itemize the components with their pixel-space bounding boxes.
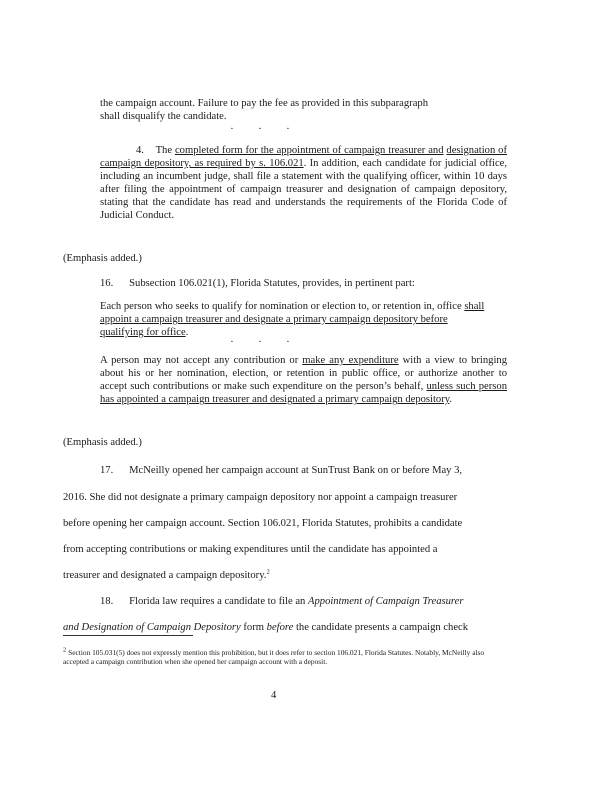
quote-line: the campaign account. Failure to pay the fee as provided in this subparagraph xyxy=(100,98,429,109)
para-18-line: and Designation of Campaign Depository form before the candidate presents a campaign check xyxy=(63,622,469,633)
emphasis-note: (Emphasis added.) xyxy=(63,253,142,264)
para-17-line: from accepting contributions or making expenditures until the candidate has appointed a xyxy=(63,544,438,555)
quote-106-021-b: A person may not accept any contribution or make any expenditure with a view to bringing about his or her nomination, election, or retention in public office, or authorize another to accept such contributions or make such expenditure on the person’s behalf, unless such person has appointed a campaign treasurer and designated a primary campaign depository. xyxy=(100,355,508,406)
page-number: 4 xyxy=(271,690,277,701)
quote-line: shall disqualify the candidate. xyxy=(100,111,227,122)
footnote-rule xyxy=(63,635,193,636)
para-17-line: 2016. She did not designate a primary campaign depository nor appoint a campaign treasurer xyxy=(63,492,458,503)
quote-106-021-a: Each person who seeks to qualify for nomination or election to, or retention in, office shall appoint a campaign treasurer and designate a primary campaign depository before qualifying for office. xyxy=(100,301,485,339)
quote-item-4: 4. The completed form for the appointment of campaign treasurer and designation of campaign depository, as required by s. 106.021. In addition, each candidate for judicial office, including an incumbent judge, shall file a statement with the qualifying officer, within 10 days after filing the appointment of campaign treasurer and designation of campaign depository, stating that the candidate has read and understands the requirements of the Florida Code of Judicial Conduct. xyxy=(100,145,507,222)
ellipsis: . . . xyxy=(230,334,290,345)
para-17-line: before opening her campaign account. Section 106.021, Florida Statutes, prohibits a candidate xyxy=(63,518,463,529)
ellipsis: . . . xyxy=(230,121,290,132)
footnote: $^2$ Section 105.031(5) does not expressly mention this prohibition, but it does refer to section 106.021, Florida Statutes. Notably, McNeilly also accepted a campaign contribution when she opened her campaign account with a deposit. xyxy=(63,646,485,667)
para-17-line: 17. McNeilly opened her campaign account at SunTrust Bank on or before May 3, xyxy=(100,465,463,476)
para-18-line: 18. Florida law requires a candidate to file an Appointment of Campaign Treasurer xyxy=(100,596,464,607)
footnote-ref[interactable]: 2 xyxy=(266,568,270,576)
emphasis-note: (Emphasis added.) xyxy=(63,437,142,448)
para-17-line: treasurer and designated a campaign depository.$^2$ xyxy=(63,568,270,581)
para-16: 16. Subsection 106.021(1), Florida Statutes, provides, in pertinent part: xyxy=(100,278,415,289)
